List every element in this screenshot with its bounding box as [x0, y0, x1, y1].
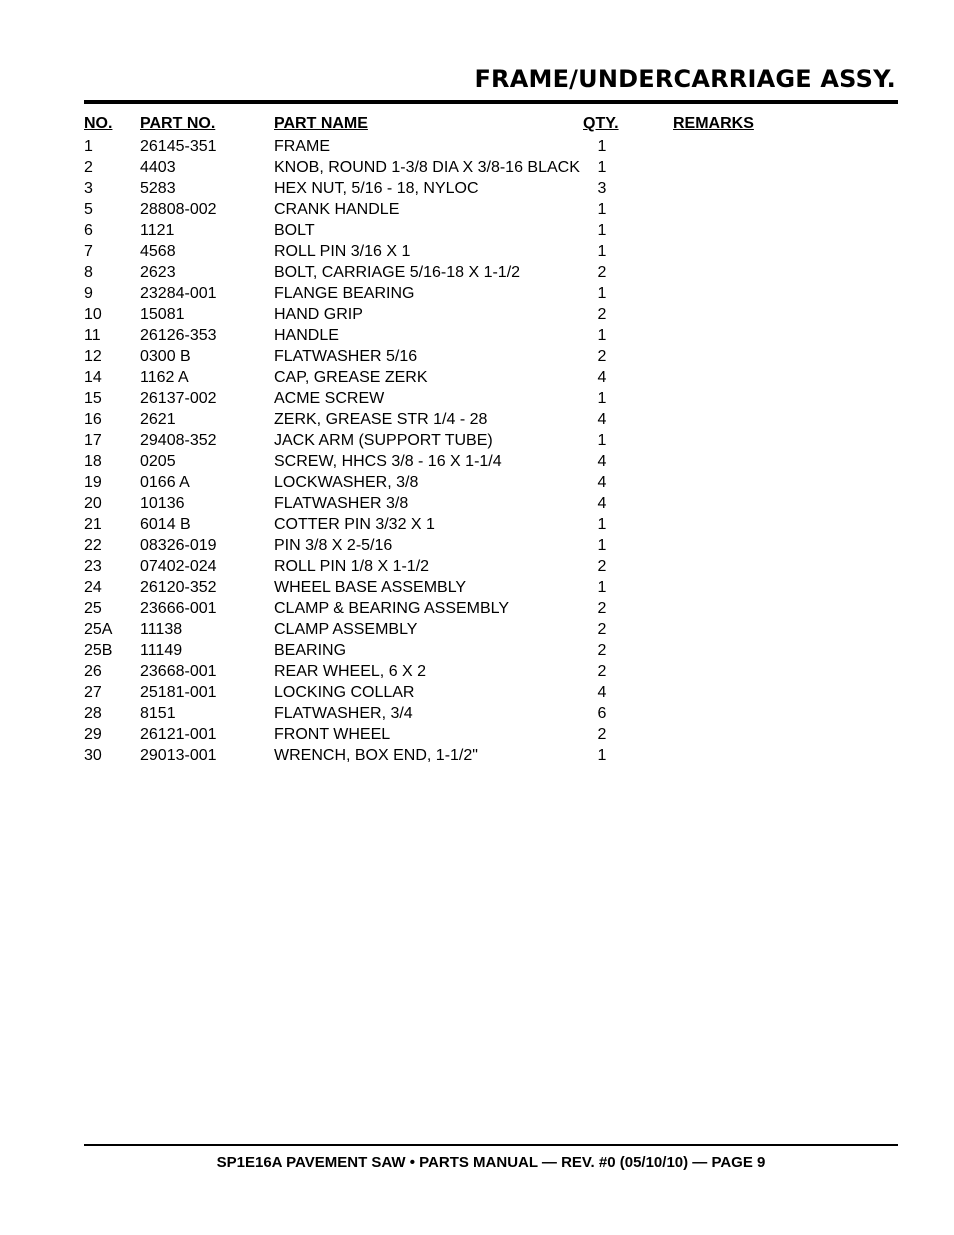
cell-qty: 2 — [597, 264, 607, 281]
page-footer: SP1E16A PAVEMENT SAW • PARTS MANUAL — REV. #0 (05/10/10) — PAGE 9 — [216, 1154, 766, 1171]
cell-qty: 1 — [597, 579, 607, 596]
cell-part-no: 2623 — [140, 264, 176, 281]
table-row — [84, 283, 784, 304]
table-row — [84, 514, 784, 535]
table-row — [84, 661, 784, 682]
cell-part-name: LOCKING COLLAR — [274, 684, 415, 701]
cell-qty: 2 — [597, 306, 607, 323]
table-row — [84, 535, 784, 556]
cell-part-no: 23666-001 — [140, 600, 217, 617]
cell-no: 5 — [84, 201, 93, 218]
cell-qty: 2 — [597, 558, 607, 575]
cell-part-no: 11138 — [140, 621, 183, 638]
cell-part-no: 5283 — [140, 180, 176, 197]
table-row — [84, 556, 784, 577]
cell-part-no: 6014 B — [140, 516, 191, 533]
cell-no: 25 — [84, 600, 102, 617]
cell-no: 28 — [84, 705, 102, 722]
cell-no: 20 — [84, 495, 102, 512]
cell-no: 17 — [84, 432, 102, 449]
cell-part-no: 28808-002 — [140, 201, 217, 218]
table-row — [84, 682, 784, 703]
cell-part-name: WRENCH, BOX END, 1-1/2" — [274, 747, 478, 764]
column-header-remarks: REMARKS — [673, 115, 754, 132]
cell-part-name: LOCKWASHER, 3/8 — [274, 474, 419, 491]
cell-no: 16 — [84, 411, 102, 428]
cell-part-name: ZERK, GREASE STR 1/4 - 28 — [274, 411, 488, 428]
cell-qty: 1 — [597, 159, 607, 176]
cell-part-no: 0300 B — [140, 348, 191, 365]
cell-no: 8 — [84, 264, 93, 281]
table-row — [84, 262, 784, 283]
cell-no: 21 — [84, 516, 102, 533]
cell-part-name: ROLL PIN 3/16 X 1 — [274, 243, 411, 260]
cell-part-name: COTTER PIN 3/32 X 1 — [274, 516, 435, 533]
table-row — [84, 493, 784, 514]
cell-part-name: FRAME — [274, 138, 330, 155]
cell-part-no: 0166 A — [140, 474, 190, 491]
cell-part-no: 8151 — [140, 705, 176, 722]
cell-no: 18 — [84, 453, 102, 470]
cell-part-name: BOLT — [274, 222, 315, 239]
cell-no: 3 — [84, 180, 93, 197]
cell-part-name: CLAMP & BEARING ASSEMBLY — [274, 600, 510, 617]
cell-part-name: BEARING — [274, 642, 347, 659]
cell-qty: 1 — [597, 516, 607, 533]
cell-qty: 1 — [597, 243, 607, 260]
cell-part-name: CLAMP ASSEMBLY — [274, 621, 418, 638]
cell-qty: 2 — [597, 726, 607, 743]
cell-qty: 1 — [597, 222, 607, 239]
table-row — [84, 745, 784, 766]
cell-qty: 3 — [597, 180, 607, 197]
cell-part-name: FLATWASHER, 3/4 — [274, 705, 413, 722]
cell-no: 10 — [84, 306, 102, 323]
cell-no: 19 — [84, 474, 102, 491]
cell-part-name: HAND GRIP — [274, 306, 363, 323]
cell-part-name: ACME SCREW — [274, 390, 385, 407]
cell-no: 25A — [84, 621, 113, 638]
cell-part-no: 11149 — [140, 642, 183, 659]
cell-part-name: SCREW, HHCS 3/8 - 16 X 1-1/4 — [274, 453, 502, 470]
cell-part-name: FLATWASHER 3/8 — [274, 495, 409, 512]
cell-no: 15 — [84, 390, 102, 407]
table-row — [84, 325, 784, 346]
cell-qty: 1 — [597, 537, 607, 554]
cell-part-name: JACK ARM (SUPPORT TUBE) — [274, 432, 493, 449]
table-row — [84, 472, 784, 493]
cell-no: 12 — [84, 348, 102, 365]
parts-table — [84, 112, 784, 766]
cell-qty: 2 — [597, 642, 607, 659]
cell-no: 14 — [84, 369, 102, 386]
cell-part-no: 29408-352 — [140, 432, 217, 449]
cell-qty: 1 — [597, 390, 607, 407]
cell-part-name: WHEEL BASE ASSEMBLY — [274, 579, 467, 596]
table-row — [84, 199, 784, 220]
footer-divider — [84, 1144, 898, 1146]
table-row — [84, 388, 784, 409]
cell-no: 29 — [84, 726, 102, 743]
cell-part-name: PIN 3/8 X 2-5/16 — [274, 537, 393, 554]
cell-part-name: REAR WHEEL, 6 X 2 — [274, 663, 427, 680]
cell-no: 24 — [84, 579, 102, 596]
column-header-qty: QTY. — [583, 115, 619, 132]
cell-part-no: 10136 — [140, 495, 185, 512]
cell-part-name: HANDLE — [274, 327, 339, 344]
table-row — [84, 640, 784, 661]
cell-qty: 1 — [597, 432, 607, 449]
table-row — [84, 304, 784, 325]
cell-qty: 4 — [597, 453, 607, 470]
cell-part-no: 1162 A — [140, 369, 189, 386]
table-row — [84, 703, 784, 724]
cell-no: 11 — [84, 327, 101, 344]
cell-no: 25B — [84, 642, 113, 659]
table-row — [84, 136, 784, 157]
cell-qty: 2 — [597, 600, 607, 617]
cell-part-no: 26137-002 — [140, 390, 217, 407]
table-row — [84, 178, 784, 199]
cell-no: 7 — [84, 243, 93, 260]
cell-part-no: 1121 — [140, 222, 175, 239]
cell-part-no: 23284-001 — [140, 285, 217, 302]
cell-part-name: CRANK HANDLE — [274, 201, 400, 218]
column-header-part-name: PART NAME — [274, 115, 368, 132]
cell-qty: 4 — [597, 369, 607, 386]
table-row — [84, 367, 784, 388]
table-row — [84, 619, 784, 640]
cell-part-no: 4403 — [140, 159, 176, 176]
cell-part-name: HEX NUT, 5/16 - 18, NYLOC — [274, 180, 479, 197]
cell-no: 1 — [84, 138, 93, 155]
cell-no: 6 — [84, 222, 93, 239]
column-header-part-no: PART NO. — [140, 115, 216, 132]
column-header-no: NO. — [84, 115, 113, 132]
table-row — [84, 346, 784, 367]
table-header — [84, 112, 784, 136]
cell-part-no: 26121-001 — [140, 726, 217, 743]
table-row — [84, 220, 784, 241]
table-row — [84, 157, 784, 178]
cell-part-no: 25181-001 — [140, 684, 217, 701]
cell-part-name: BOLT, CARRIAGE 5/16-18 X 1-1/2 — [274, 264, 521, 281]
cell-no: 22 — [84, 537, 102, 554]
cell-part-no: 26120-352 — [140, 579, 217, 596]
cell-part-name: KNOB, ROUND 1-3/8 DIA X 3/8-16 BLACK — [274, 159, 580, 176]
cell-part-no: 29013-001 — [140, 747, 217, 764]
cell-part-no: 07402-024 — [140, 558, 217, 575]
table-row — [84, 430, 784, 451]
cell-qty: 4 — [597, 684, 607, 701]
cell-no: 9 — [84, 285, 93, 302]
cell-qty: 4 — [597, 411, 607, 428]
cell-qty: 1 — [597, 201, 607, 218]
table-row — [84, 451, 784, 472]
cell-part-no: 15081 — [140, 306, 185, 323]
cell-no: 23 — [84, 558, 102, 575]
cell-part-no: 0205 — [140, 453, 176, 470]
cell-qty: 1 — [597, 327, 607, 344]
cell-no: 2 — [84, 159, 93, 176]
cell-part-no: 23668-001 — [140, 663, 217, 680]
cell-no: 26 — [84, 663, 102, 680]
cell-qty: 2 — [597, 663, 607, 680]
table-row — [84, 577, 784, 598]
cell-qty: 6 — [597, 705, 607, 722]
cell-part-name: FRONT WHEEL — [274, 726, 391, 743]
cell-qty: 4 — [597, 474, 607, 491]
table-row — [84, 409, 784, 430]
cell-no: 30 — [84, 747, 102, 764]
cell-qty: 2 — [597, 348, 607, 365]
cell-qty: 1 — [597, 285, 607, 302]
cell-qty: 1 — [597, 747, 607, 764]
table-row — [84, 724, 784, 745]
cell-part-no: 4568 — [140, 243, 176, 260]
table-row — [84, 598, 784, 619]
cell-no: 27 — [84, 684, 102, 701]
table-row — [84, 241, 784, 262]
cell-part-no: 26126-353 — [140, 327, 217, 344]
cell-part-no: 2621 — [140, 411, 176, 428]
cell-part-name: ROLL PIN 1/8 X 1-1/2 — [274, 558, 430, 575]
cell-part-no: 08326-019 — [140, 537, 217, 554]
cell-part-name: FLANGE BEARING — [274, 285, 415, 302]
page-title: FRAME/UNDERCARRIAGE ASSY. — [474, 65, 896, 93]
title-divider — [84, 100, 898, 104]
cell-part-name: FLATWASHER 5/16 — [274, 348, 418, 365]
cell-part-no: 26145-351 — [140, 138, 217, 155]
cell-part-name: CAP, GREASE ZERK — [274, 369, 428, 386]
cell-qty: 1 — [597, 138, 607, 155]
cell-qty: 2 — [597, 621, 607, 638]
cell-qty: 4 — [597, 495, 607, 512]
